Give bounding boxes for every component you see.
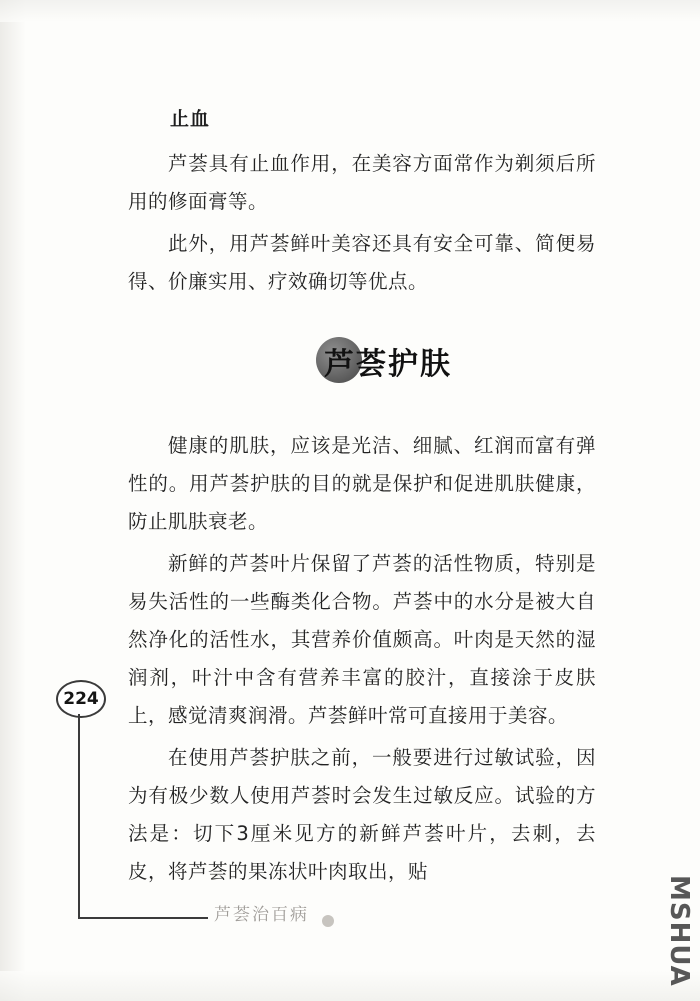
page-content [128, 104, 596, 895]
paragraph: 此外，用芦荟鲜叶美容还具有安全可靠、简便易得、价廉实用、疗效确切等优点。 [128, 232, 596, 293]
paragraph: 芦荟具有止血作用，在美容方面常作为剃须后所用的修面膏等。 [128, 152, 596, 213]
section-title: 芦荟护肤 [324, 347, 452, 382]
paragraph: 健康的肌肤，应该是光洁、细腻、红润而富有弹性的。用芦荟护肤的目的就是保护和促进肌肤健康，防止肌肤衰老。 [128, 434, 596, 533]
page-rule-horizontal [78, 917, 208, 919]
page-number: 224 [56, 680, 106, 718]
paragraph: 在使用芦荟护肤之前，一般要进行过敏试验，因为有极少数人使用芦荟时会发生过敏反应。试验的方法是：切下3厘米见方的新鲜芦荟叶片，去刺，去皮，将芦荟的果冻状叶肉取出，贴 [128, 746, 596, 883]
subsection-heading: 止血 [170, 108, 211, 130]
page-rule-vertical [78, 714, 80, 919]
section-title-block [128, 331, 596, 417]
paragraph: 新鲜的芦荟叶片保留了芦荟的活性物质，特别是易失活性的一些酶类化合物。芦荟中的水分是被大自然净化的活性水，其营养价值颇高。叶肉是天然的湿润剂，叶汁中含有营养丰富的胶汁，直接涂于皮肤上，感觉清爽润滑。芦荟鲜叶常可直接用于美容。 [128, 552, 596, 727]
page-edge-shading-bottom [0, 971, 700, 1001]
page-edge-shading-left [0, 0, 26, 1001]
watermark-text: MSHUA [664, 875, 694, 987]
footer-ornament-icon [322, 915, 334, 927]
page-edge-shading-top [0, 0, 700, 22]
footer-book-title: 芦荟治百病 [214, 905, 309, 925]
